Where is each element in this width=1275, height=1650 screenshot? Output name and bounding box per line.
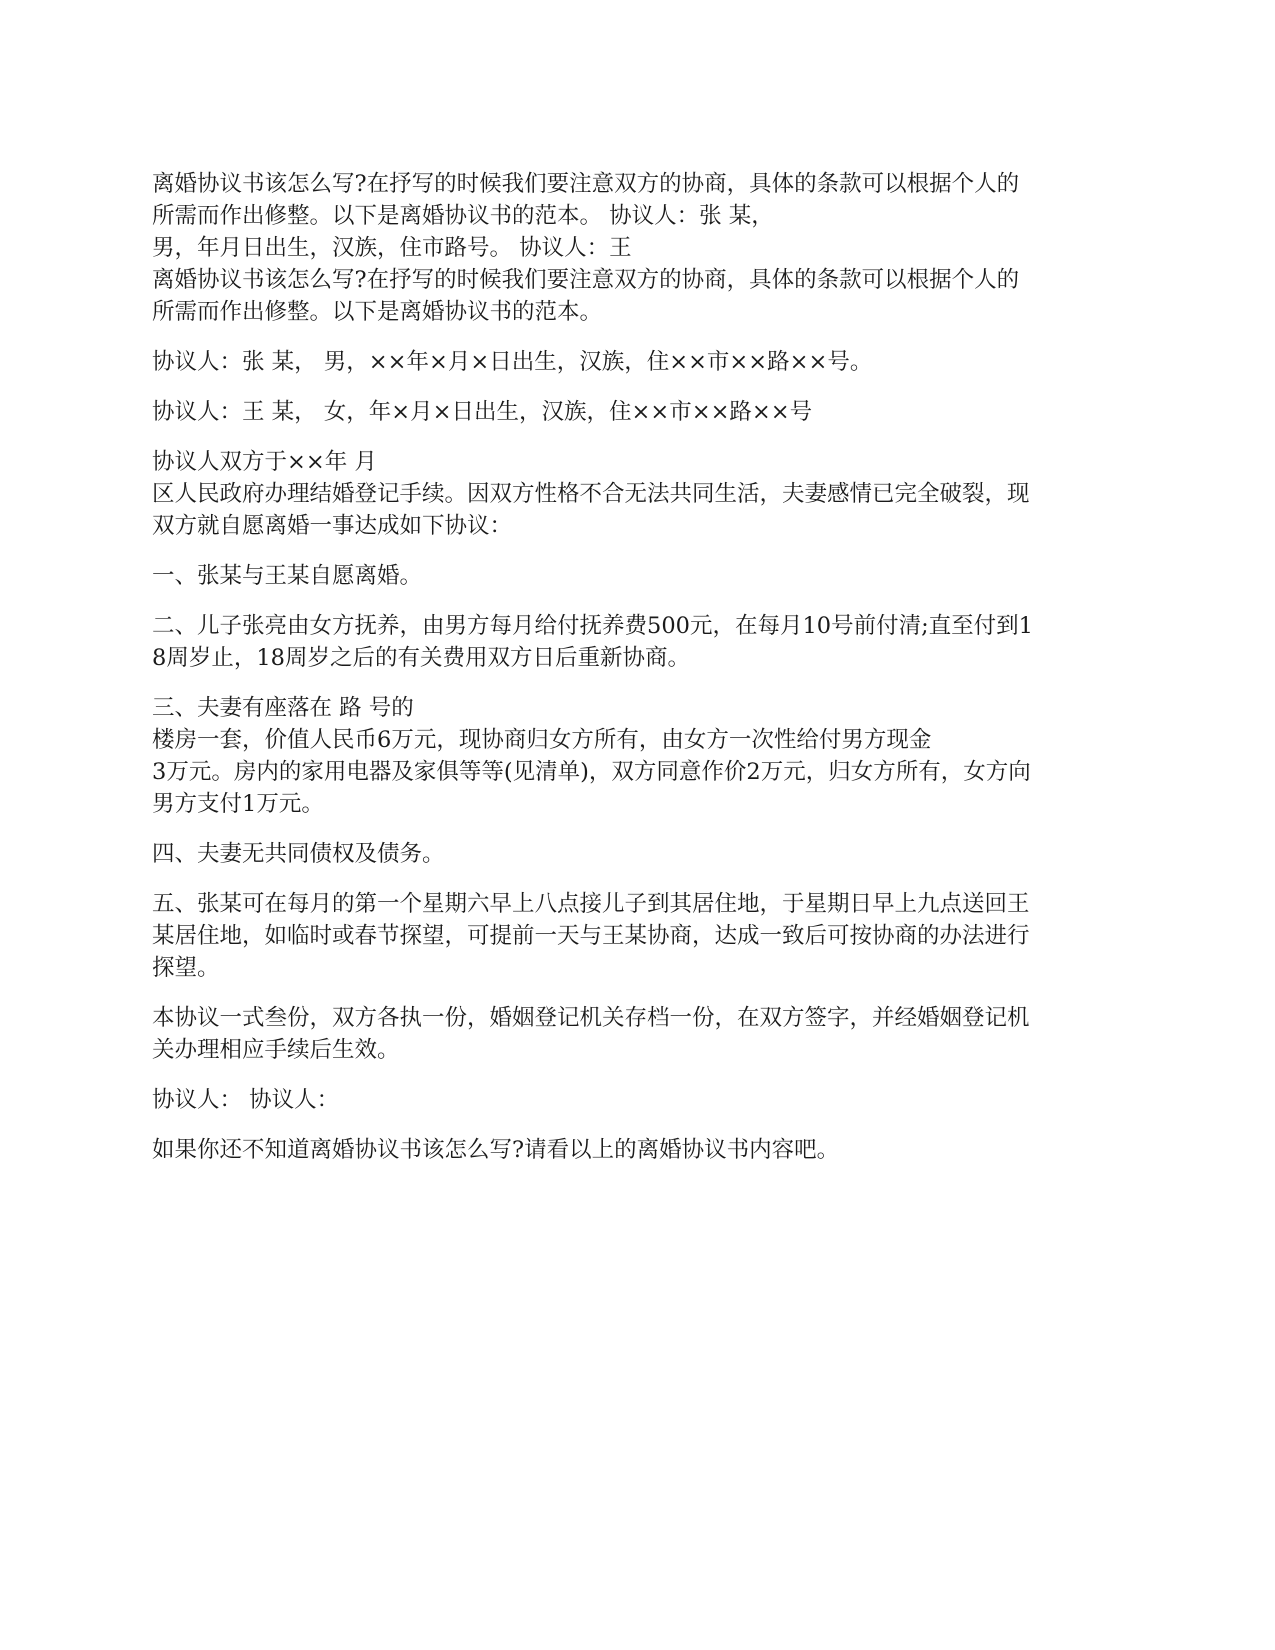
clause-3-line: 3万元。房内的家用电器及家俱等等(见清单)，双方同意作价2万元，归女方所有，女方向 xyxy=(152,759,1031,785)
closing-paragraph xyxy=(152,1134,1132,1166)
party-b-line: 协议人：王 某， 女，年×月×日出生，汉族，住××市××路××号 xyxy=(152,399,813,425)
clause-1-paragraph xyxy=(152,560,1132,592)
party-b-paragraph xyxy=(152,396,1132,428)
intro-line: 男，年月日出生，汉族，住市路号。 协议人：王 xyxy=(152,235,632,261)
clause-5-line: 探望。 xyxy=(152,955,220,981)
clause-5-line: 某居住地，如临时或春节探望，可提前一天与王某协商，达成一致后可按协商的办法进行 xyxy=(152,923,1030,949)
clause-5-paragraph xyxy=(152,888,1132,984)
intro-line: 所需而作出修整。以下是离婚协议书的范本。 协议人：张 某， xyxy=(152,203,774,229)
party-a-line: 协议人：张 某， 男，××年×月×日出生，汉族，住××市××路××号。 xyxy=(152,349,873,375)
signatures-paragraph xyxy=(152,1084,1132,1116)
copies-line: 本协议一式叁份，双方各执一份，婚姻登记机关存档一份，在双方签字，并经婚姻登记机 xyxy=(152,1005,1030,1031)
clause-4-line: 四、夫妻无共同债权及债务。 xyxy=(152,841,445,867)
signatures-line: 协议人： 协议人： xyxy=(152,1087,340,1113)
clause-2-paragraph xyxy=(152,610,1132,674)
clause-2-line: 8周岁止，18周岁之后的有关费用双方日后重新协商。 xyxy=(152,645,690,671)
intro-line: 所需而作出修整。以下是离婚协议书的范本。 xyxy=(152,299,603,325)
clause-2-line: 二、儿子张亮由女方抚养，由男方每月给付抚养费500元，在每月10号前付清;直至付到1 xyxy=(152,613,1033,639)
document-body xyxy=(152,168,1132,1166)
closing-line: 如果你还不知道离婚协议书该怎么写?请看以上的离婚协议书内容吧。 xyxy=(152,1137,840,1163)
party-a-paragraph xyxy=(152,346,1132,378)
marriage-statement-line: 双方就自愿离婚一事达成如下协议： xyxy=(152,513,513,539)
clause-4-paragraph xyxy=(152,838,1132,870)
intro-line: 离婚协议书该怎么写?在抒写的时候我们要注意双方的协商，具体的条款可以根据个人的 xyxy=(152,267,1020,293)
clause-3-line: 男方支付1万元。 xyxy=(152,791,324,817)
copies-paragraph xyxy=(152,1002,1132,1066)
clause-3-line: 三、夫妻有座落在 路 号的 xyxy=(152,695,414,721)
copies-line: 关办理相应手续后生效。 xyxy=(152,1037,400,1063)
clause-3-paragraph xyxy=(152,692,1132,820)
clause-3-line: 楼房一套，价值人民币6万元，现协商归女方所有，由女方一次性给付男方现金 xyxy=(152,727,932,753)
clause-1-line: 一、张某与王某自愿离婚。 xyxy=(152,563,423,589)
marriage-statement-line: 区人民政府办理结婚登记手续。因双方性格不合无法共同生活，夫妻感情已完全破裂，现 xyxy=(152,481,1030,507)
marriage-statement-line: 协议人双方于××年 月 xyxy=(152,449,377,475)
clause-5-line: 五、张某可在每月的第一个星期六早上八点接儿子到其居住地，于星期日早上九点送回王 xyxy=(152,891,1030,917)
intro-line: 离婚协议书该怎么写?在抒写的时候我们要注意双方的协商，具体的条款可以根据个人的 xyxy=(152,171,1020,197)
marriage-statement-paragraph xyxy=(152,446,1132,542)
intro-paragraph xyxy=(152,168,1132,328)
